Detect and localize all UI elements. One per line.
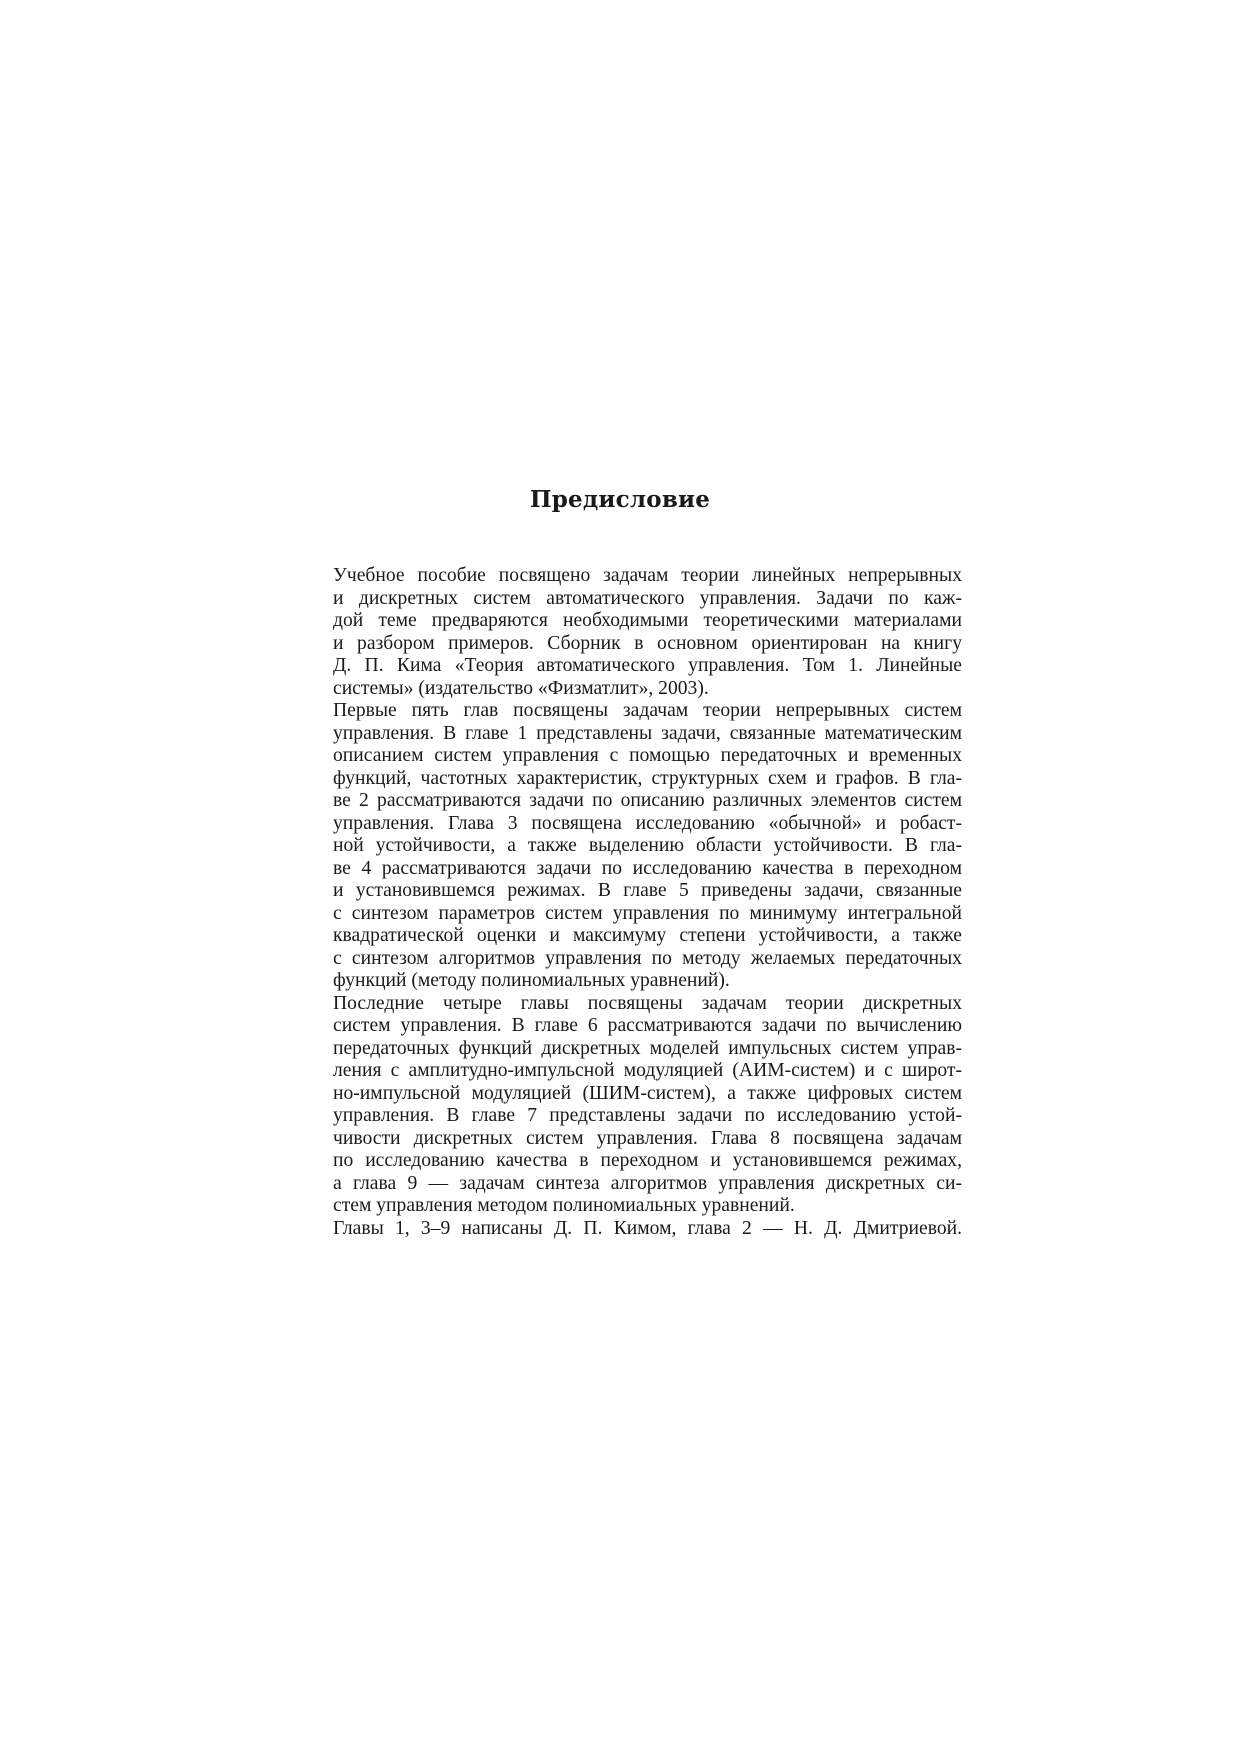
text-line: квадратической оценки и максимуму степени устойчивости, а также bbox=[333, 925, 962, 946]
text-line: стем управления методом полиномиальных уравнений. bbox=[333, 1195, 795, 1216]
text-line: ления с амплитудно-импульсной модуляцией (АИМ-систем) и с широт- bbox=[333, 1060, 962, 1081]
text-line: функций (методу полиномиальных уравнений). bbox=[333, 970, 730, 991]
paragraph-1 bbox=[302, 565, 962, 700]
text-line: ве 2 рассматриваются задачи по описанию различных элементов систем bbox=[333, 790, 962, 811]
text-line: функций, частотных характеристик, структурных схем и графов. В гла- bbox=[333, 767, 962, 789]
text-line: и установившемся режимах. В главе 5 приведены задачи, связанные bbox=[333, 880, 962, 901]
text-line: а глава 9 — задачам синтеза алгоритмов управления дискретных си- bbox=[333, 1172, 962, 1194]
text-line: чивости дискретных систем управления. Глава 8 посвящена задачам bbox=[333, 1127, 962, 1149]
paragraph-4 bbox=[302, 1218, 962, 1241]
text-line: Первые пять глав посвящены задачам теории непрерывных систем bbox=[333, 700, 962, 721]
text-line: и разбором примеров. Сборник в основном ориентирован на книгу bbox=[333, 632, 962, 654]
text-line: по исследованию качества в переходном и установившемся режимах, bbox=[333, 1150, 962, 1171]
text-line: управления. Глава 3 посвящена исследованию «обычной» и робаст- bbox=[333, 812, 962, 834]
page-title: Предисловие bbox=[529, 486, 711, 513]
text-line: но-импульсной модуляцией (ШИМ-систем), а также цифровых систем bbox=[333, 1082, 962, 1104]
text-line: Учебное пособие посвящено задачам теории линейных непрерывных bbox=[333, 565, 962, 586]
preface-body bbox=[302, 565, 962, 1240]
text-line: и дискретных систем автоматического управления. Задачи по каж- bbox=[333, 587, 962, 609]
text-line: Д. П. Кима «Теория автоматического управления. Том 1. Линейные bbox=[333, 655, 962, 676]
text-line: ной устойчивости, а также выделению области устойчивости. В гла- bbox=[333, 835, 962, 856]
text-line: управления. В главе 7 представлены задачи по исследованию устой- bbox=[333, 1105, 962, 1126]
text-line: системы» (издательство «Физматлит», 2003). bbox=[333, 677, 709, 699]
text-line: передаточных функций дискретных моделей импульсных систем управ- bbox=[333, 1037, 962, 1059]
paragraph-2 bbox=[302, 700, 962, 993]
text-line: ве 4 рассматриваются задачи по исследованию качества в переходном bbox=[333, 857, 962, 879]
text-line: Последние четыре главы посвящены задачам теории дискретных bbox=[333, 992, 962, 1014]
text-line: систем управления. В главе 6 рассматриваются задачи по вычислению bbox=[333, 1015, 962, 1036]
text-line: с синтезом алгоритмов управления по методу желаемых передаточных bbox=[333, 947, 962, 969]
text-line: описанием систем управления с помощью передаточных и временных bbox=[333, 745, 962, 766]
text-line: с синтезом параметров систем управления по минимуму интегральной bbox=[333, 902, 962, 924]
text-line: Главы 1, 3–9 написаны Д. П. Кимом, глава 2 — Н. Д. Дмитриевой. bbox=[333, 1217, 962, 1239]
text-line: дой теме предваряются необходимыми теоретическими материалами bbox=[333, 610, 962, 631]
paragraph-3 bbox=[302, 993, 962, 1218]
text-line: управления. В главе 1 представлены задачи, связанные математическим bbox=[333, 722, 962, 744]
